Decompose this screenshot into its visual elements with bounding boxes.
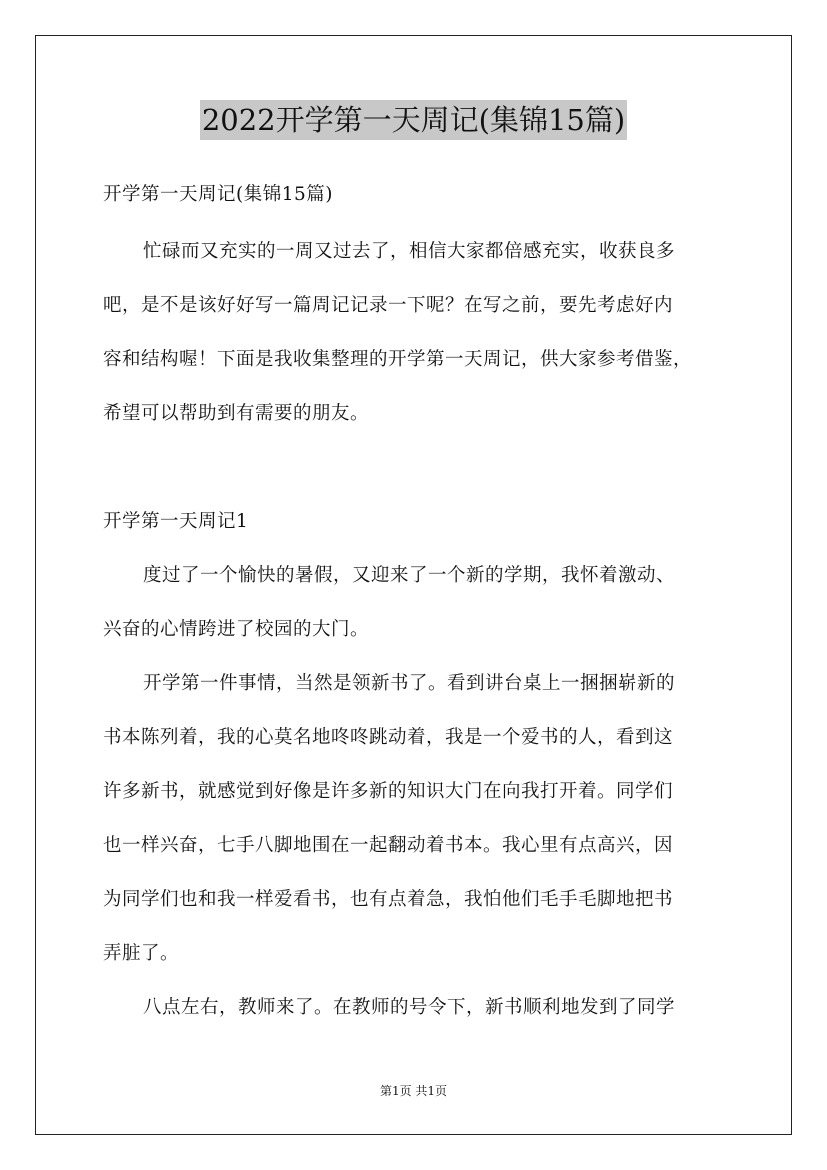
- paragraph-line: 也一样兴奋，七手八脚地围在一起翻动着书本。我心里有点高兴，因: [103, 835, 674, 856]
- paragraph-line: 开学第一件事情，当然是领新书了。看到讲台桌上一捆捆崭新的: [143, 673, 676, 694]
- page-footer: 第1页 共1页: [379, 1084, 448, 1098]
- paragraph-line: 书本陈列着，我的心莫名地咚咚跳动着，我是一个爱书的人，看到这: [103, 727, 674, 748]
- subtitle-line: 开学第一天周记(集锦15篇): [103, 184, 333, 205]
- paragraph-line: 弄脏了。: [103, 943, 180, 964]
- paragraph-line: 为同学们也和我一样爱看书，也有点着急，我怕他们毛手毛脚地把书: [103, 889, 674, 910]
- document-title: 2022开学第一天周记(集锦15篇): [200, 100, 627, 140]
- paragraph-line: 兴奋的心情跨进了校园的大门。: [103, 619, 370, 640]
- paragraph-line: 八点左右，教师来了。在教师的号令下，新书顺利地发到了同学: [143, 997, 676, 1018]
- paragraph-line: 忙碌而又充实的一周又过去了，相信大家都倍感充实，收获良多: [143, 241, 676, 262]
- paragraph-line: 容和结构喔！下面是我收集整理的开学第一天周记，供大家参考借鉴，: [103, 349, 693, 370]
- paragraph-line: 吧，是不是该好好写一篇周记记录一下呢？在写之前，要先考虑好内: [103, 295, 674, 316]
- paragraph-line: 许多新书，就感觉到好像是许多新的知识大门在向我打开着。同学们: [103, 781, 674, 802]
- section-heading: 开学第一天周记1: [103, 511, 249, 532]
- title-container: [0, 100, 827, 140]
- paragraph-line: 度过了一个愉快的暑假，又迎来了一个新的学期，我怀着激动、: [143, 565, 676, 586]
- paragraph-line: 希望可以帮助到有需要的朋友。: [103, 403, 370, 424]
